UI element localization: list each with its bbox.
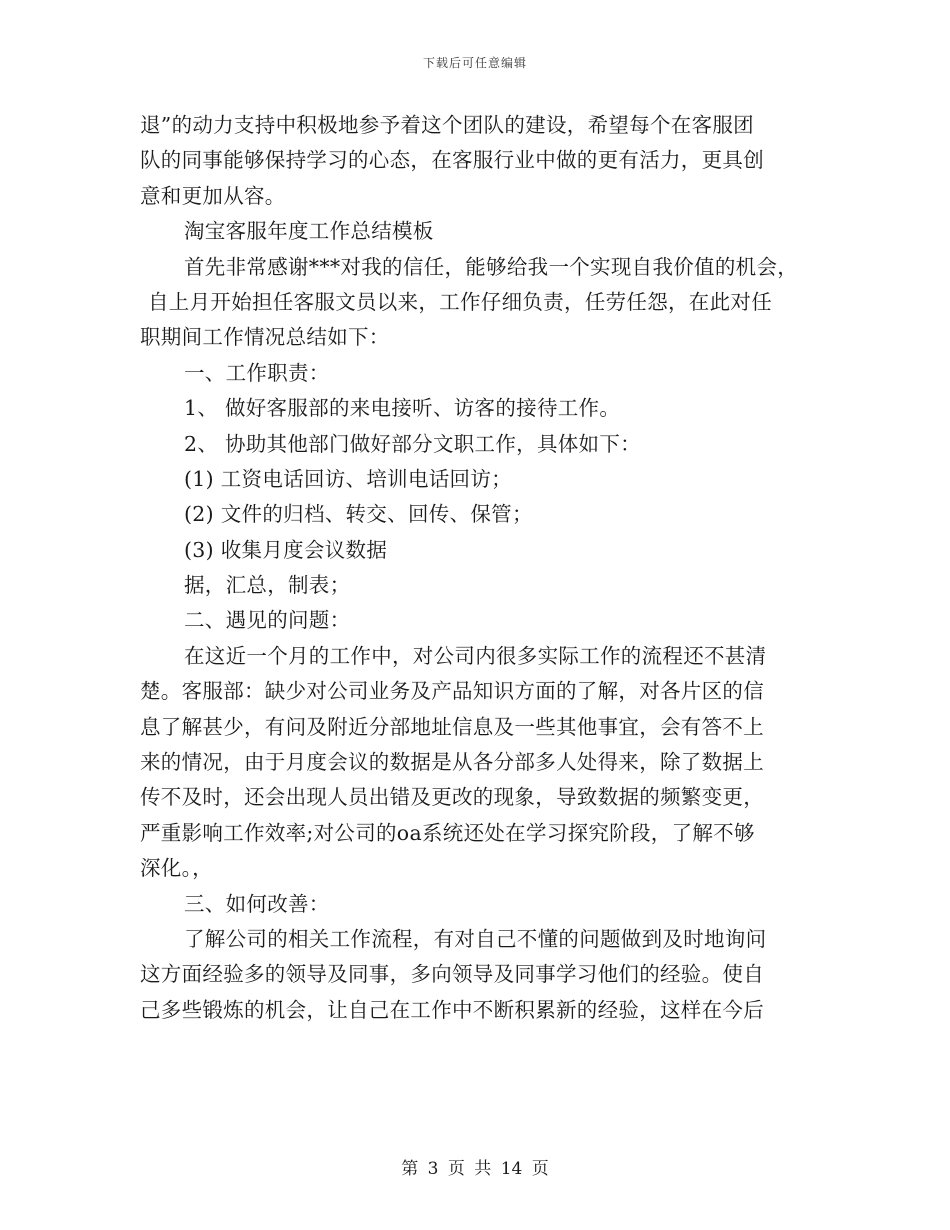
body-line: 传不及时，还会出现人员出错及更改的现象，导致数据的频繁变更，	[140, 785, 764, 810]
page-footer: 第 3 页 共 14 页	[401, 1159, 549, 1179]
body-line: 意和更加从容。	[140, 183, 286, 208]
sub-list-item: (3) 收集月度会议数据	[184, 537, 388, 562]
section-title: 淘宝客服年度工作总结模板	[184, 219, 434, 244]
body-line: 据，汇总，制表；	[184, 573, 351, 598]
page-header: 下载后可任意编辑	[422, 56, 527, 70]
body-line: 深化。，	[140, 856, 213, 881]
body-line: 首先非常感谢***对我的信任，能够给我一个实现自我价值的机会，	[184, 254, 799, 279]
body-line: 这方面经验多的领导及同事，多向领导及同事学习他们的经验。使自	[140, 962, 764, 987]
body-line: 自上月开始担任客服文员以来，工作仔细负责，任劳任怨，在此对任	[148, 289, 772, 314]
section-heading: 三、如何改善：	[184, 891, 330, 916]
body-line: 楚。客服部：缺少对公司业务及产品知识方面的了解，对各片区的信	[140, 679, 764, 704]
body-line: 退”的动力支持中积极地参予着这个团队的建设，希望每个在客服团	[140, 113, 754, 137]
section-heading: 二、遇见的问题：	[184, 608, 351, 633]
list-item: 2、 协助其他部门做好部分文职工作，具体如下：	[184, 431, 641, 456]
body-line: 严重影响工作效率;对公司的oa系统还处在学习探究阶段，了解不够	[140, 820, 755, 845]
document-body	[140, 108, 820, 1028]
body-line: 队的同事能够保持学习的心态，在客服行业中做的更有活力，更具创	[140, 148, 764, 173]
sub-list-item: (2) 文件的归档、转交、回传、保管；	[184, 502, 533, 527]
body-line: 来的情况，由于月度会议的数据是从各分部多人处得来，除了数据上	[140, 750, 764, 775]
body-line: 了解公司的相关工作流程，有对自己不懂的问题做到及时地询问	[184, 926, 767, 951]
body-line: 息了解甚少，有问及附近分部地址信息及一些其他事宜，会有答不上	[140, 714, 764, 739]
list-item: 1、 做好客服部的来电接听、访客的接待工作。	[184, 396, 621, 421]
body-line: 在这近一个月的工作中，对公司内很多实际工作的流程还不甚清	[184, 643, 767, 668]
section-heading: 一、工作职责：	[184, 360, 330, 385]
body-line: 职期间工作情况总结如下：	[140, 325, 390, 350]
body-line: 己多些锻炼的机会，让自己在工作中不断积累新的经验，这样在今后	[140, 997, 764, 1022]
sub-list-item: (1) 工资电话回访、培训电话回访；	[184, 466, 512, 491]
